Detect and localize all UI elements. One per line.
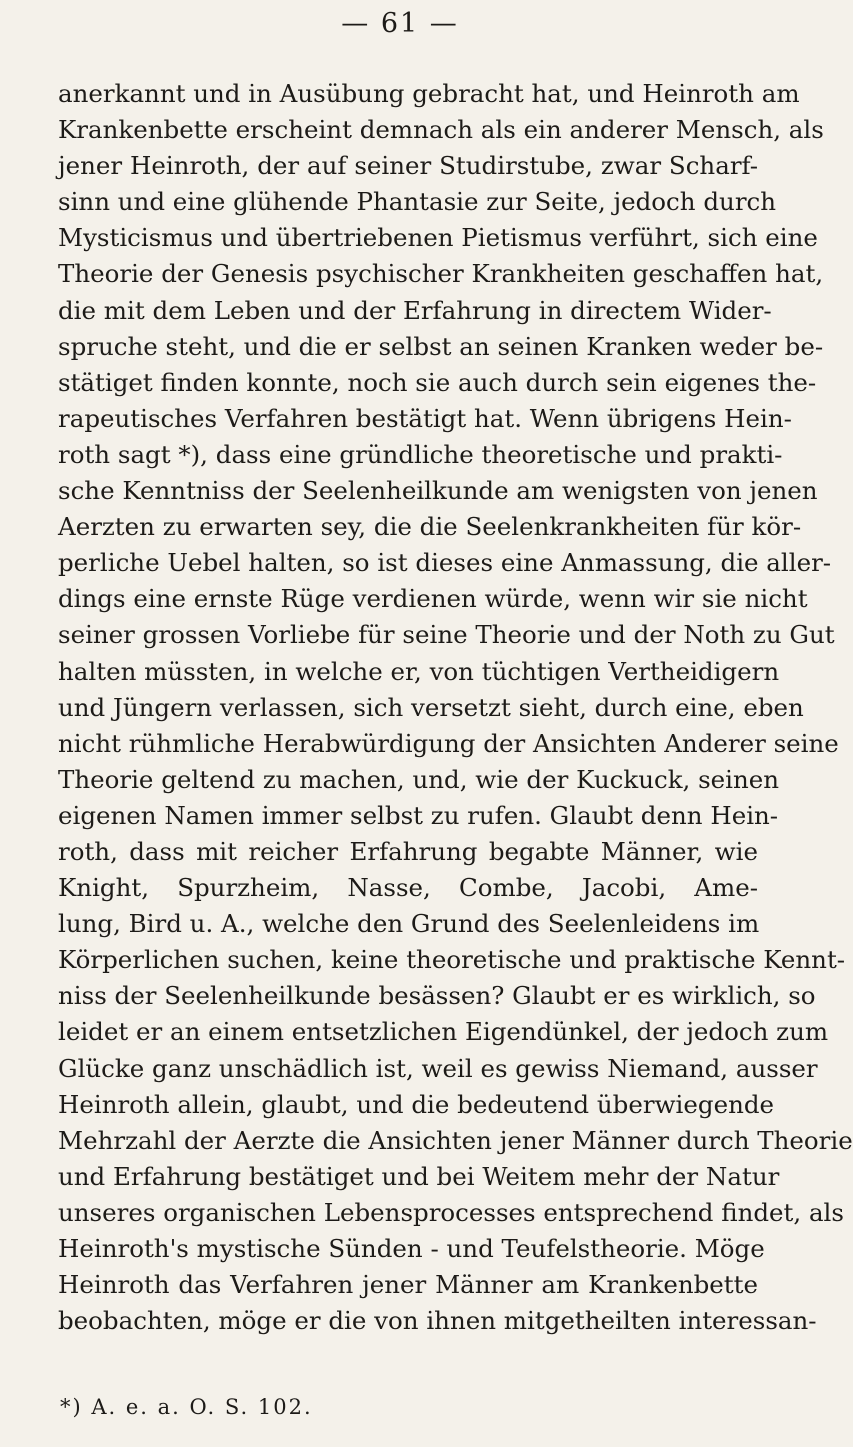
text-line: Heinroth das Verfahren jener Männer am Krankenbette xyxy=(58,1270,758,1300)
page-number: — 61 — xyxy=(341,8,459,39)
text-line: unseres organischen Lebensprocesses entsprechend findet, als xyxy=(58,1197,844,1227)
text-line: Körperlichen suchen, keine theoretische und praktische Kennt- xyxy=(58,945,846,975)
text-line: sche Kenntniss der Seelenheilkunde am wenigsten von jenen xyxy=(58,476,818,506)
text-line: Heinroth allein, glaubt, und die bedeutend überwiegende xyxy=(58,1089,775,1119)
text-line: leidet er an einem entsetzlichen Eigendünkel, der jedoch zum xyxy=(58,1017,829,1047)
text-line: perliche Uebel halten, so ist dieses eine Anmassung, die aller- xyxy=(58,548,832,578)
body-text xyxy=(58,76,853,1339)
text-line: Glücke ganz unschädlich ist, weil es gewiss Niemand, ausser xyxy=(58,1053,818,1083)
text-line: rapeutisches Verfahren bestätigt hat. Wenn übrigens Hein- xyxy=(58,403,792,433)
text-line: roth, dass mit reicher Erfahrung begabte Männer, wie xyxy=(58,836,758,866)
text-line: roth sagt *), dass eine gründliche theoretische und prakti- xyxy=(58,439,783,469)
text-line: Mehrzahl der Aerzte die Ansichten jener Männer durch Theorie xyxy=(58,1125,853,1155)
text-line: und Jüngern verlassen, sich versetzt sieht, durch eine, eben xyxy=(58,692,804,722)
text-line: Theorie geltend zu machen, und, wie der Kuckuck, seinen xyxy=(58,764,780,794)
text-line: anerkannt und in Ausübung gebracht hat, und Heinroth am xyxy=(58,79,800,108)
text-line: spruche steht, und die er selbst an seinen Kranken weder be- xyxy=(58,331,824,361)
text-line: Krankenbette erscheint demnach als ein anderer Mensch, als xyxy=(58,115,824,145)
text-line: nicht rühmliche Herabwürdigung der Ansichten Anderer seine xyxy=(58,728,839,758)
text-line: dings eine ernste Rüge verdienen würde, wenn wir sie nicht xyxy=(58,584,808,614)
text-line: und Erfahrung bestätiget und bei Weitem mehr der Natur xyxy=(58,1161,780,1191)
text-line: niss der Seelenheilkunde besässen? Glaubt er es wirklich, so xyxy=(58,981,816,1011)
text-line: jener Heinroth, der auf seiner Studirstube, zwar Scharf- xyxy=(58,151,758,181)
text-line: Theorie der Genesis psychischer Krankheiten geschaffen hat, xyxy=(58,259,824,289)
text-line: Aerzten zu erwarten sey, die die Seelenkrankheiten für kör- xyxy=(58,512,802,542)
text-line: lung, Bird u. A., welche den Grund des Seelenleidens im xyxy=(58,909,760,939)
text-line: Mysticismus und übertriebenen Pietismus verführt, sich eine xyxy=(58,223,818,253)
text-line: seiner grossen Vorliebe für seine Theorie und der Noth zu Gut xyxy=(58,620,835,650)
text-line: eigenen Namen immer selbst zu rufen. Glaubt denn Hein- xyxy=(58,800,779,830)
text-line: beobachten, möge er die von ihnen mitgetheilten interessan- xyxy=(58,1306,817,1336)
text-line: die mit dem Leben und der Erfahrung in directem Wider- xyxy=(58,295,772,325)
text-line: Heinroth's mystische Sünden - und Teufelstheorie. Möge xyxy=(58,1234,765,1263)
text-line: sinn und eine glühende Phantasie zur Seite, jedoch durch xyxy=(58,187,777,217)
footnote: *) A. e. a. O. S. 102. xyxy=(60,1395,313,1419)
text-line: stätiget finden konnte, noch sie auch durch sein eigenes the- xyxy=(58,367,817,397)
text-line: Knight, Spurzheim, Nasse, Combe, Jacobi, Ame- xyxy=(58,873,758,903)
text-line: halten müssten, in welche er, von tüchtigen Vertheidigern xyxy=(58,656,780,686)
